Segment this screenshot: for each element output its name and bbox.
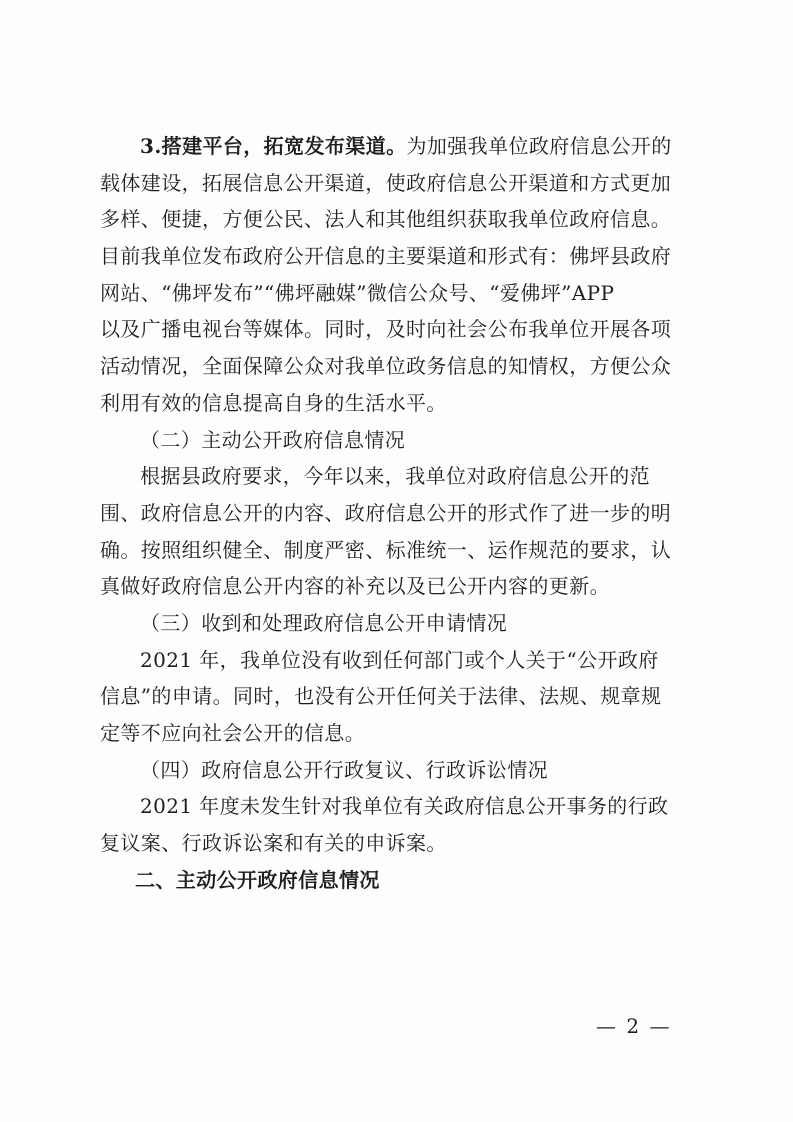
text-line: 活动情况，全面保障公众对我单位政务信息的知情权，方便公众 [100, 354, 672, 379]
text-line: 真做好政府信息公开内容的补充以及已公开内容的更新。 [100, 574, 610, 599]
heading-text: （三）收到和处理政府信息公开申请情况 [140, 610, 508, 635]
section-heading-2 [140, 422, 700, 459]
text-line: 目前我单位发布政府公开信息的主要渠道和形式有：佛坪县政府 [100, 244, 672, 269]
paragraph-lead: 3.搭建平台，拓宽发布渠道。 [140, 134, 407, 158]
page-number: — 2 — [596, 1014, 672, 1038]
chapter-heading [135, 862, 700, 899]
section-heading-3 [140, 605, 700, 642]
text-line: 确。按照组织健全、制度严密、标准统一、运作规范的要求，认 [100, 537, 672, 562]
text-line: 围、政府信息公开的内容、政府信息公开的形式作了进一步的明 [100, 500, 672, 525]
text-line [140, 128, 700, 165]
text-line: 多样、便捷，方便公民、法人和其他组织获取我单位政府信息。 [100, 207, 672, 232]
paragraph-requests [100, 642, 700, 752]
section-heading-4 [140, 752, 700, 789]
text-line: 载体建设，拓展信息公开渠道，使政府信息公开渠道和方式更加 [100, 170, 672, 195]
paragraph-platform [100, 128, 700, 422]
body-text [100, 128, 700, 898]
heading-text: 二、主动公开政府信息情况 [135, 867, 380, 892]
text-line: 2021 年，我单位没有收到任何部门或个人关于“公开政府 [140, 647, 659, 672]
text-line: 信息”的申请。同时，也没有公开任何关于法律、法规、规章规 [100, 684, 662, 709]
text-line: 根据县政府要求，今年以来，我单位对政府信息公开的范 [140, 464, 650, 489]
paragraph-scope [100, 458, 700, 605]
text-line: 2021 年度未发生针对我单位有关政府信息公开事务的行政 [140, 794, 669, 819]
text-line: 定等不应向社会公开的信息。 [100, 721, 366, 745]
text-segment: 为加强我单位政府信息公开的 [406, 134, 672, 158]
heading-text: （四）政府信息公开行政复议、行政诉讼情况 [140, 757, 548, 782]
text-line: 利用有效的信息提高自身的生活水平。 [100, 390, 447, 415]
text-line: 以及广播电视台等媒体。同时，及时向社会公布我单位开展各项 [100, 317, 672, 342]
text-line: 网站、“佛坪发布”“佛坪融媒”微信公众号、“爱佛坪”APP [100, 280, 615, 305]
paragraph-review [100, 788, 700, 861]
heading-text: （二）主动公开政府信息情况 [140, 427, 406, 452]
text-line: 复议案、行政诉讼案和有关的申诉案。 [100, 831, 447, 856]
